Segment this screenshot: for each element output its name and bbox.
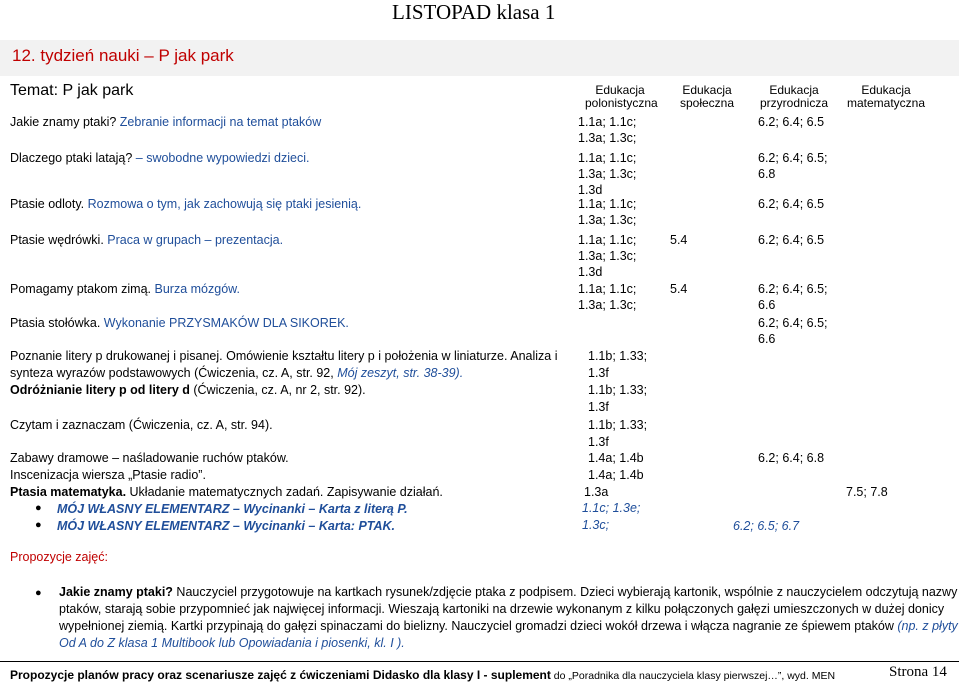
code-polonistyczna: 1.3a; 1.3c; xyxy=(578,167,637,181)
bullet-icon: ● xyxy=(35,502,42,514)
code-przyrodnicza: 6.2; 6.4; 6.5 xyxy=(758,197,825,211)
page-title: LISTOPAD klasa 1 xyxy=(392,0,556,24)
code-polonistyczna: 1.4a; 1.4b xyxy=(588,451,644,465)
code-przyrodnicza: 6.6 xyxy=(758,332,776,346)
code-polonistyczna: 1.1a; 1.1c; xyxy=(578,151,637,165)
code-polonistyczna: 1.1a; 1.1c; xyxy=(578,115,637,129)
code-przyrodnicza: 6.8 xyxy=(758,167,776,181)
row-activity-continued: synteza wyrazów podstawowych (Ćwiczenia, cz. A, str. 92, Mój zeszyt, str. 38-39). xyxy=(10,366,464,380)
proposal-line: wypełnionej ziemią. Kartki przypinają do gałęzi spinaczami do bielizny. Nauczyciel gromadzi dzieci wokół drzewa i włącza nagranie ze śpiewem ptaków (np. z płyty xyxy=(59,619,958,633)
row-activity: Jakie znamy ptaki? Zebranie informacji na temat ptaków xyxy=(10,115,322,129)
code-polonistyczna: 1.3a xyxy=(584,485,609,499)
row-activity: Ptasie odloty. Rozmowa o tym, jak zachowują się ptaki jesienią. xyxy=(10,197,362,211)
footer-text: Propozycje planów pracy oraz scenariusze zajęć z ćwiczeniami Didasko dla klasy I - suplement do „Poradnika dla nauczyciela klasy pierwszej…”, wyd. MEN xyxy=(10,668,836,682)
code-przyrodnicza: 6.2; 6.4; 6.5; xyxy=(758,316,828,330)
proposal-line: Od A do Z klasa 1 Multibook lub Opowiadania i piosenki, kl. I ). xyxy=(59,636,405,650)
code-przyrodnicza: 6.6 xyxy=(758,298,776,312)
code-spoleczna: 5.4 xyxy=(670,233,688,247)
code-polonistyczna: 1.1a; 1.1c; xyxy=(578,197,637,211)
code-przyrodnicza: 6.2; 6.4; 6.5; xyxy=(758,151,828,165)
code-polonistyczna: 1.1c; 1.3e; xyxy=(582,501,641,515)
row-activity: Czytam i zaznaczam (Ćwiczenia, cz. A, str. 94). xyxy=(10,418,273,432)
code-polonistyczna: 1.3d xyxy=(578,183,603,197)
proposals-heading: Propozycje zajęć: xyxy=(10,550,108,564)
bullet-icon: ● xyxy=(35,519,42,531)
row-activity: Odróżnianie litery p od litery d (Ćwiczenia, cz. A, nr 2, str. 92). xyxy=(10,383,366,397)
row-activity: MÓJ WŁASNY ELEMENTARZ – Wycinanki – Karta z literą P. xyxy=(57,502,408,516)
code-polonistyczna: 1.3f xyxy=(588,400,609,414)
code-polonistyczna: 1.3a; 1.3c; xyxy=(578,131,637,145)
code-polonistyczna: 1.1b; 1.33; xyxy=(588,383,648,397)
code-polonistyczna: 1.3a; 1.3c; xyxy=(578,213,637,227)
row-activity: Zabawy dramowe – naśladowanie ruchów ptaków. xyxy=(10,451,289,465)
header-przyrodnicza: Edukacja przyrodnicza xyxy=(759,83,829,110)
code-polonistyczna: 1.3d xyxy=(578,265,603,279)
header-spoleczna: Edukacja społeczna xyxy=(679,83,735,110)
code-przyrodnicza: 6.2; 6.4; 6.5; xyxy=(758,282,828,296)
row-activity: Poznanie litery p drukowanej i pisanej. Omówienie kształtu litery p i położenia w liniaturze. Analiza i xyxy=(10,349,558,363)
code-polonistyczna: 1.1b; 1.33; xyxy=(588,418,648,432)
topic-heading: Temat: P jak park xyxy=(10,82,134,99)
row-activity: Ptasia stołówka. Wykonanie PRZYSMAKÓW DLA SIKOREK. xyxy=(10,316,349,330)
footer-divider xyxy=(0,661,959,662)
proposal-line: Jakie znamy ptaki? Nauczyciel przygotowuje na kartkach rysunek/zdjęcie ptaka z podpisem. Dzieci wybierają kartonik, wspólnie z nauczycielem odczytują nazwy xyxy=(59,585,958,599)
code-polonistyczna: 1.4a; 1.4b xyxy=(588,468,644,482)
code-polonistyczna: 1.3a; 1.3c; xyxy=(578,249,637,263)
row-activity: Inscenizacja wiersza „Ptasie radio”. xyxy=(10,468,206,482)
code-matematyczna: 7.5; 7.8 xyxy=(846,485,888,499)
row-activity: Ptasie wędrówki. Praca w grupach – prezentacja. xyxy=(10,233,284,247)
page-number: Strona 14 xyxy=(889,664,947,680)
code-polonistyczna: 1.3c; xyxy=(582,518,610,532)
code-przyrodnicza: 6.2; 6.5; 6.7 xyxy=(733,519,800,533)
week-title: 12. tydzień nauki – P jak park xyxy=(12,46,234,65)
code-spoleczna: 5.4 xyxy=(670,282,688,296)
code-przyrodnicza: 6.2; 6.4; 6.8 xyxy=(758,451,825,465)
code-polonistyczna: 1.3f xyxy=(588,366,609,380)
code-polonistyczna: 1.1b; 1.33; xyxy=(588,349,648,363)
row-activity: Pomagamy ptakom zimą. Burza mózgów. xyxy=(10,282,240,296)
header-polonistyczna: Edukacja polonistyczna xyxy=(585,83,658,110)
code-przyrodnicza: 6.2; 6.4; 6.5 xyxy=(758,233,825,247)
code-polonistyczna: 1.3a; 1.3c; xyxy=(578,298,637,312)
code-polonistyczna: 1.3f xyxy=(588,435,609,449)
code-przyrodnicza: 6.2; 6.4; 6.5 xyxy=(758,115,825,129)
row-activity: Dlaczego ptaki latają? – swobodne wypowiedzi dzieci. xyxy=(10,151,310,165)
row-activity: MÓJ WŁASNY ELEMENTARZ – Wycinanki – Karta: PTAK. xyxy=(57,519,396,533)
header-matematyczna: Edukacja matematyczna xyxy=(846,83,926,110)
code-polonistyczna: 1.1a; 1.1c; xyxy=(578,233,637,247)
code-polonistyczna: 1.1a; 1.1c; xyxy=(578,282,637,296)
bullet-icon: ● xyxy=(35,587,42,599)
proposal-line: ptaków, starają sobie przypomnieć jak najwięcej informacji. Wieszają kartoniki na drzewie wykonanym z kilku połączonych gałęzi umieszczonych w dużej donicy xyxy=(59,602,945,616)
row-activity: Ptasia matematyka. Układanie matematycznych zadań. Zapisywanie działań. xyxy=(10,485,443,499)
